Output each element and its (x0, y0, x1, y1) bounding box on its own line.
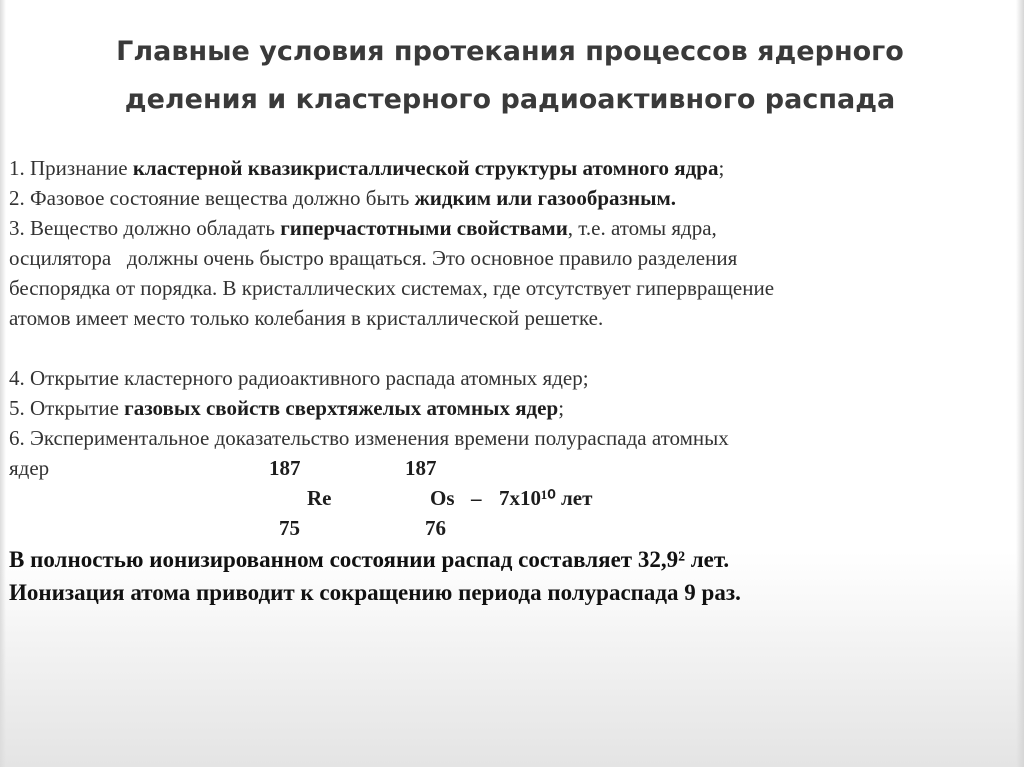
item-1-suffix: ; (718, 156, 725, 180)
list-item-6: 6. Экспериментальное доказательство изменения времени полураспада атомных (9, 426, 729, 450)
os-mass-number: 187 (405, 456, 437, 480)
re-symbol: Re (307, 486, 332, 510)
item-2-bold: жидким или газообразным. (414, 186, 677, 210)
half-life: 7х10¹⁰ лет (499, 486, 593, 510)
re-mass-number: 187 (269, 456, 301, 480)
item-5-prefix: 5. Открытие (9, 396, 125, 420)
formula-dash: – (471, 486, 482, 510)
item-3-line-3: беспорядка от порядка. В кристаллических системах, где отсутствует гипервращение (9, 276, 775, 300)
item-1-prefix: 1. Признание (9, 156, 133, 180)
os-atomic-number: 76 (425, 516, 446, 540)
item-3-line-4: атомов имеет место только колебания в кристаллической решетке. (9, 306, 604, 330)
conclusion-line-1: В полностью ионизированном состоянии распад составляет 32,9² лет. (9, 547, 730, 572)
os-symbol: Os (430, 486, 455, 510)
list-item-2 (9, 183, 1009, 213)
list-item-1 (9, 153, 1009, 183)
item-3-prefix: 3. Вещество должно обладать (9, 216, 281, 240)
item-3-bold: гиперчастотными свойствами (280, 216, 568, 240)
item-6-line-2: ядер (9, 456, 50, 480)
item-5-suffix: ; (558, 396, 565, 420)
item-3-suffix: , т.е. атомы ядра, (567, 216, 717, 240)
title-line-1: Главные условия протекания процессов ядерного (116, 36, 904, 67)
list-item-5 (9, 393, 1009, 423)
title-line-2: деления и кластерного радиоактивного распада (124, 84, 896, 115)
slide-title (40, 28, 980, 124)
item-3-line-2: осцилятора должны очень быстро вращаться. Это основное правило разделения (9, 246, 738, 270)
item-5-bold: газовых свойств сверхтяжелых атомных ядер (124, 396, 559, 420)
slide-right-edge (1016, 0, 1024, 767)
re-atomic-number: 75 (279, 516, 300, 540)
slide-body (9, 153, 1009, 609)
list-item-3 (9, 213, 1009, 243)
paragraph-gap (9, 333, 1009, 363)
item-2-prefix: 2. Фазовое состояние вещества должно быть (9, 186, 415, 210)
slide-left-edge (0, 0, 6, 767)
list-item-4: 4. Открытие кластерного радиоактивного распада атомных ядер; (9, 366, 589, 390)
decay-formula (9, 453, 1009, 543)
conclusion-line-2: Ионизация атома приводит к сокращению периода полураспада 9 раз. (9, 580, 741, 605)
item-1-bold: кластерной квазикристаллической структуры атомного ядра (132, 156, 719, 180)
